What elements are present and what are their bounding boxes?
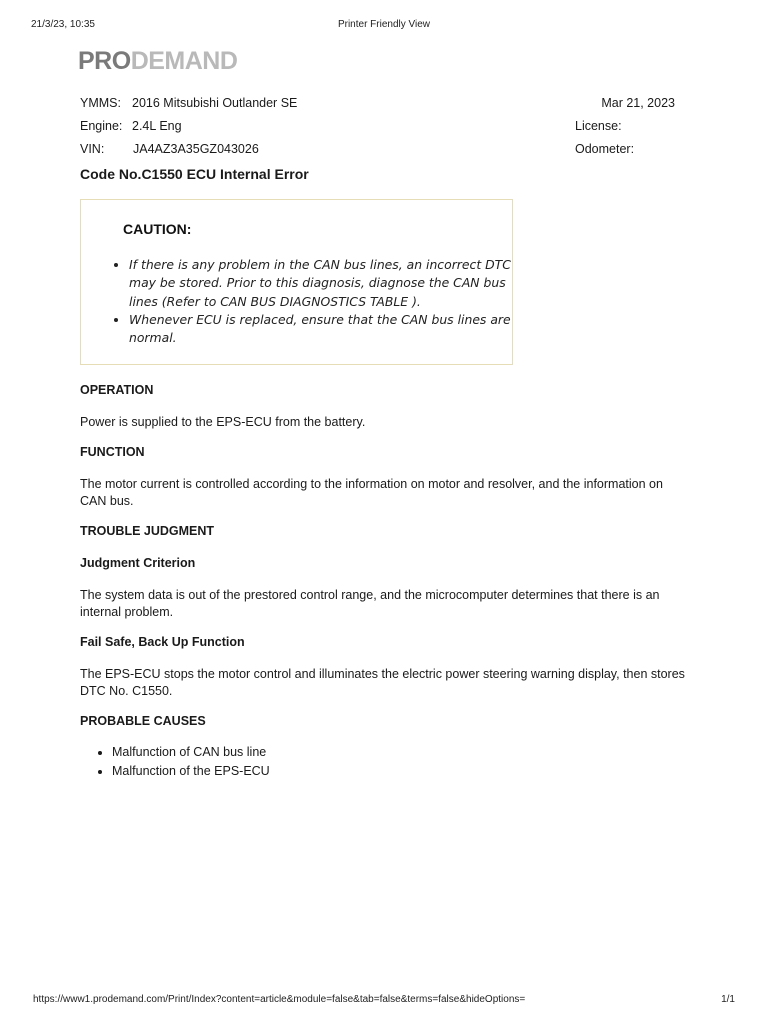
- logo-part-pro: PRO: [78, 47, 131, 75]
- ymms-row: [80, 92, 297, 115]
- operation-text: Power is supplied to the EPS-ECU from the battery.: [80, 415, 366, 429]
- cause-item: • Malfunction of the EPS-ECU: [112, 762, 270, 781]
- engine-label: Engine:: [80, 119, 123, 133]
- judgment-criterion-text: The system data is out of the prestored control range, and the microcomputer determines that there is an internal problem.: [80, 588, 660, 619]
- vin-label: VIN:: [80, 142, 105, 156]
- trouble-judgment-heading: TROUBLE JUDGMENT: [80, 524, 215, 538]
- ymms-value: 2016 Mitsubishi Outlander SE: [132, 96, 298, 110]
- logo-part-demand: DEMAND: [130, 47, 238, 75]
- odometer-label: Odometer:: [575, 142, 635, 156]
- caution-item: • Whenever ECU is replaced, ensure that the CAN bus lines are normal.: [129, 311, 514, 348]
- report-info: [560, 92, 675, 161]
- prodemand-logo: [78, 47, 237, 76]
- engine-value: 2.4L Eng: [132, 119, 182, 133]
- footer-page-number: 1/1: [721, 994, 735, 1005]
- judgment-criterion-heading: Judgment Criterion: [80, 556, 196, 570]
- print-page-title: Printer Friendly View: [337, 19, 431, 30]
- function-heading: FUNCTION: [80, 445, 145, 459]
- footer-url: https://www1.prodemand.com/Print/Index?content=article&module=false&tab=false&terms=false&hideOptions=: [33, 994, 526, 1005]
- print-datetime: 21/3/23, 10:35: [31, 19, 95, 30]
- probable-causes-list: [80, 743, 270, 781]
- caution-list: [109, 256, 514, 347]
- caution-box: [80, 199, 513, 365]
- caution-item: • If there is any problem in the CAN bus lines, an incorrect DTC may be stored. Prior to this diagnosis, diagnose the CAN bus lines (Refer to CAN BUS DIAGNOSTICS TABLE ).: [129, 256, 514, 311]
- cause-item: • Malfunction of CAN bus line: [112, 743, 270, 762]
- vin-row: [80, 138, 297, 161]
- report-date: Mar 21, 2023: [601, 96, 675, 110]
- operation-heading: OPERATION: [80, 383, 154, 397]
- license-label: License:: [575, 119, 622, 133]
- vin-value: JA4AZ3A35GZ043026: [133, 142, 259, 156]
- function-text: The motor current is controlled according to the information on motor and resolver, and the information on CAN bus.: [80, 477, 663, 508]
- caution-title: CAUTION:: [123, 221, 192, 237]
- ymms-label: YMMS:: [80, 96, 121, 110]
- code-title: Code No.C1550 ECU Internal Error: [80, 166, 309, 182]
- probable-causes-heading: PROBABLE CAUSES: [80, 714, 206, 728]
- engine-row: [80, 115, 297, 138]
- fail-safe-heading: Fail Safe, Back Up Function: [80, 635, 245, 649]
- vehicle-info: [80, 92, 297, 161]
- fail-safe-text: The EPS-ECU stops the motor control and illuminates the electric power steering warning display, then stores DTC No. C1550.: [80, 667, 685, 698]
